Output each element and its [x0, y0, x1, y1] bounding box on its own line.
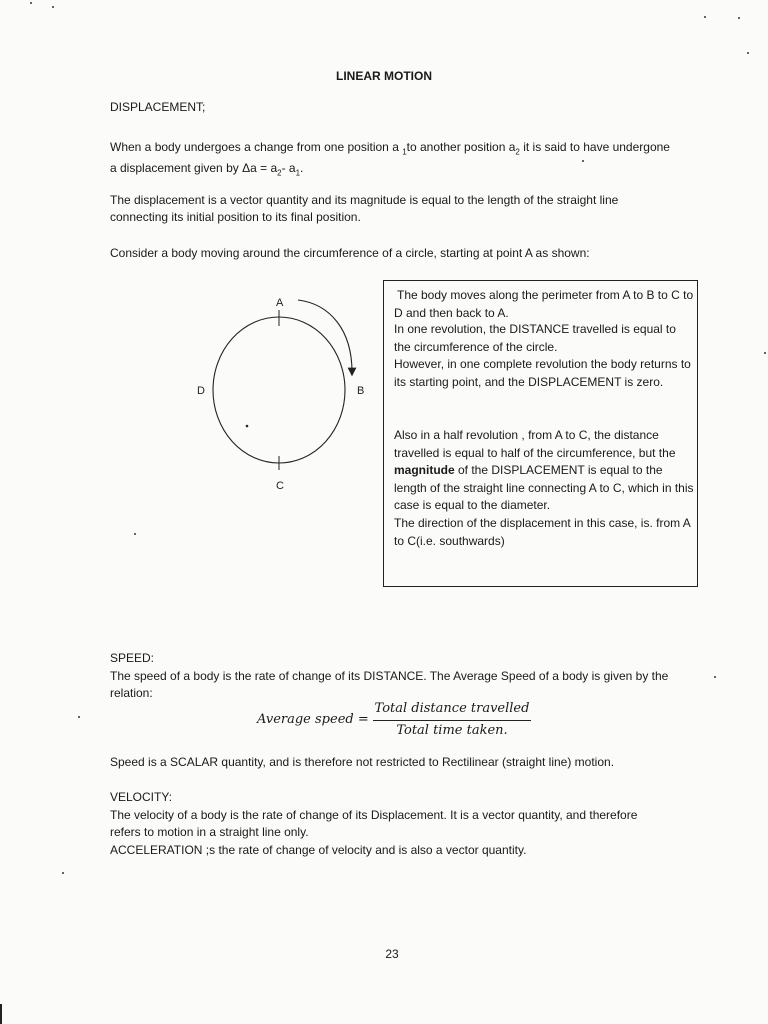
- scan-speck: [704, 16, 706, 18]
- formula-numerator: Total distance travelled: [374, 701, 530, 716]
- scan-speck: [52, 6, 54, 8]
- page-number: 23: [385, 947, 399, 961]
- direction-arrow: [298, 300, 352, 372]
- speed-scalar-note: Speed is a SCALAR quantity, and is therefore not restricted to Rectilinear (straight line) motion.: [110, 755, 615, 769]
- velocity-definition: The velocity of a body is the rate of change of its Displacement. It is a vector quantity, and therefore refers to motion in a straight line only.: [110, 808, 638, 839]
- displacement-heading: DISPLACEMENT;: [110, 100, 206, 114]
- scan-speck: [738, 17, 740, 19]
- box-para-half-revolution: Also in a half revolution , from A to C, the distance travelled is equal to half of the circumference, but the magnitude of the DISPLACEMENT is equal to the length of the straight line connecting A to C, which in this case is equal to the diameter.: [394, 428, 694, 512]
- label-a: A: [276, 297, 284, 309]
- box-para-path: The body moves along the perimeter from A to B to C to D and then back to A.: [394, 288, 694, 320]
- velocity-heading: VELOCITY:: [110, 790, 173, 804]
- scan-speck: [582, 160, 584, 162]
- displacement-definition: When a body undergoes a change from one position a $_1$to another position $a_2$ it is said to have undergone a displacement given by $\Delta a = a_2-$ $a_1$.: [110, 140, 670, 178]
- label-b: B: [357, 385, 365, 397]
- circle-intro: Consider a body moving around the circumference of a circle, starting at point A as shown:: [110, 246, 590, 260]
- scan-speck: [30, 2, 32, 4]
- scan-speck: [134, 533, 136, 535]
- acceleration-definition: ACCELERATION ;s the rate of change of velocity and is also a vector quantity.: [110, 843, 527, 857]
- speed-definition: The speed of a body is the rate of change of its DISTANCE. The Average Speed of a body is given by the relation:: [110, 669, 669, 700]
- formula-denominator: Total time taken.: [396, 723, 508, 738]
- label-d: D: [197, 385, 205, 397]
- average-speed-formula: [255, 700, 555, 740]
- label-c: C: [276, 480, 284, 492]
- scan-speck: [764, 352, 766, 354]
- circle-path: [213, 317, 345, 463]
- scan-speck: [62, 872, 64, 874]
- box-para-displacement-zero: However, in one complete revolution the body returns to its starting point, and the DISPLACEMENT is zero.: [394, 357, 691, 389]
- formula-lhs: Average speed =: [257, 712, 369, 727]
- scan-edge-mark: [0, 1004, 2, 1024]
- scan-speck: [747, 52, 749, 54]
- scan-speck: [78, 716, 80, 718]
- page-title: LINEAR MOTION: [336, 69, 432, 83]
- box-para-direction: The direction of the displacement in this case, is. from A to C(i.e. southwards): [394, 516, 691, 548]
- scan-speck: [714, 676, 716, 678]
- fraction-bar: [373, 720, 531, 721]
- displacement-vector-note: The displacement is a vector quantity and its magnitude is equal to the length of the straight line connecting its initial position to its final position.: [110, 193, 619, 224]
- box-para-distance: In one revolution, the DISTANCE travelled is equal to the circumference of the circle.: [394, 322, 676, 354]
- center-dot: [246, 425, 249, 428]
- circle-diagram: [180, 290, 380, 500]
- speed-heading: SPEED:: [110, 651, 155, 665]
